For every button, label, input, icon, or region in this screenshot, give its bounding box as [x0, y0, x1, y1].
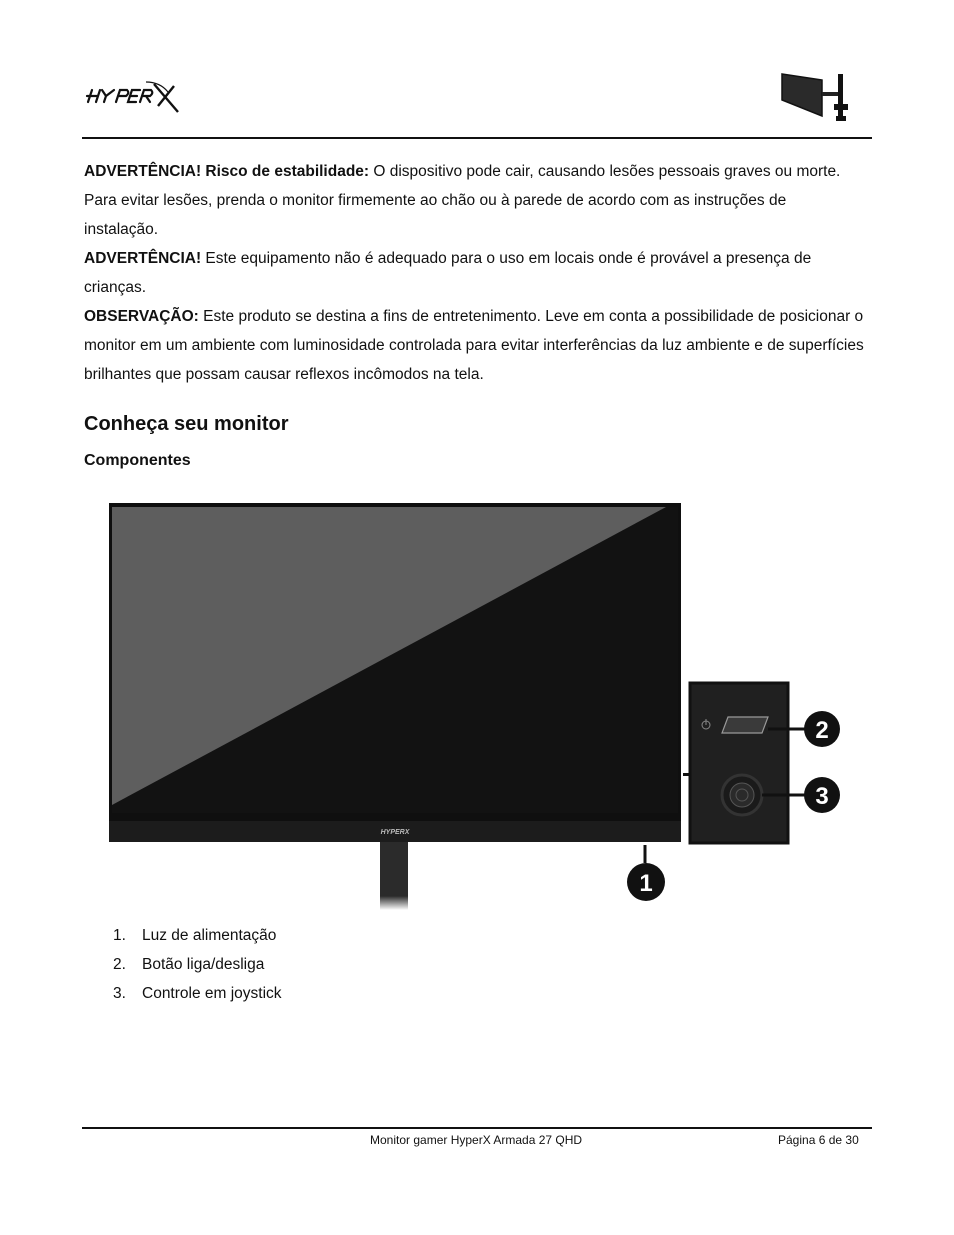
list-label: Luz de alimentação	[142, 927, 277, 944]
subsection-title: Componentes	[84, 452, 191, 469]
list-item	[113, 979, 282, 1008]
footer-page-number: Página 6 de 30	[778, 1133, 859, 1147]
note-entertainment	[84, 302, 864, 389]
warning-children	[84, 244, 864, 302]
zoom-panel	[690, 683, 788, 843]
list-item	[113, 921, 282, 950]
list-number: 3.	[113, 985, 126, 1002]
list-label: Botão liga/desliga	[142, 956, 265, 973]
section-title: Conheça seu monitor	[84, 413, 289, 435]
warning-label: ADVERTÊNCIA!	[84, 250, 202, 267]
components-list	[113, 921, 282, 1008]
monitor-components-figure	[100, 495, 860, 915]
hyperx-logo	[84, 80, 184, 114]
monitor-stand	[380, 840, 408, 910]
callout-2-label: 2	[815, 717, 829, 744]
footer-rule	[82, 1127, 872, 1129]
bezel-logo: HYPERX	[380, 829, 410, 836]
warnings-block	[84, 157, 864, 389]
callout-3-label: 3	[815, 783, 829, 810]
warning-text: Este equipamento não é adequado para o uso em locais onde é provável a presença de crianças.	[84, 250, 812, 296]
header-rule	[82, 137, 872, 139]
callout-1-label: 1	[639, 870, 653, 897]
power-button	[722, 717, 768, 733]
note-text: Este produto se destina a fins de entretenimento. Leve em conta a possibilidade de posicionar o monitor em um ambiente com luminosidade controlada para evitar interferências da luz ambiente e de superfícies brilhantes que possam causar reflexos incômodos na tela.	[84, 308, 864, 383]
list-label: Controle em joystick	[142, 985, 282, 1002]
list-item	[113, 950, 282, 979]
list-number: 1.	[113, 927, 126, 944]
svg-text:HYPERX: HYPERX	[84, 80, 89, 81]
warning-stability	[84, 157, 864, 244]
note-label: OBSERVAÇÃO:	[84, 308, 199, 325]
warning-label: ADVERTÊNCIA! Risco de estabilidade:	[84, 163, 370, 180]
monitor-arm-icon	[778, 70, 850, 124]
footer-document-title: Monitor gamer HyperX Armada 27 QHD	[370, 1133, 583, 1147]
warning-text: O dispositivo pode cair, causando lesões pessoais graves ou morte. Para evitar lesões, prenda o monitor firmemente ao chão ou à parede de acordo com as instruções de instalação.	[84, 163, 841, 238]
list-number: 2.	[113, 956, 126, 973]
